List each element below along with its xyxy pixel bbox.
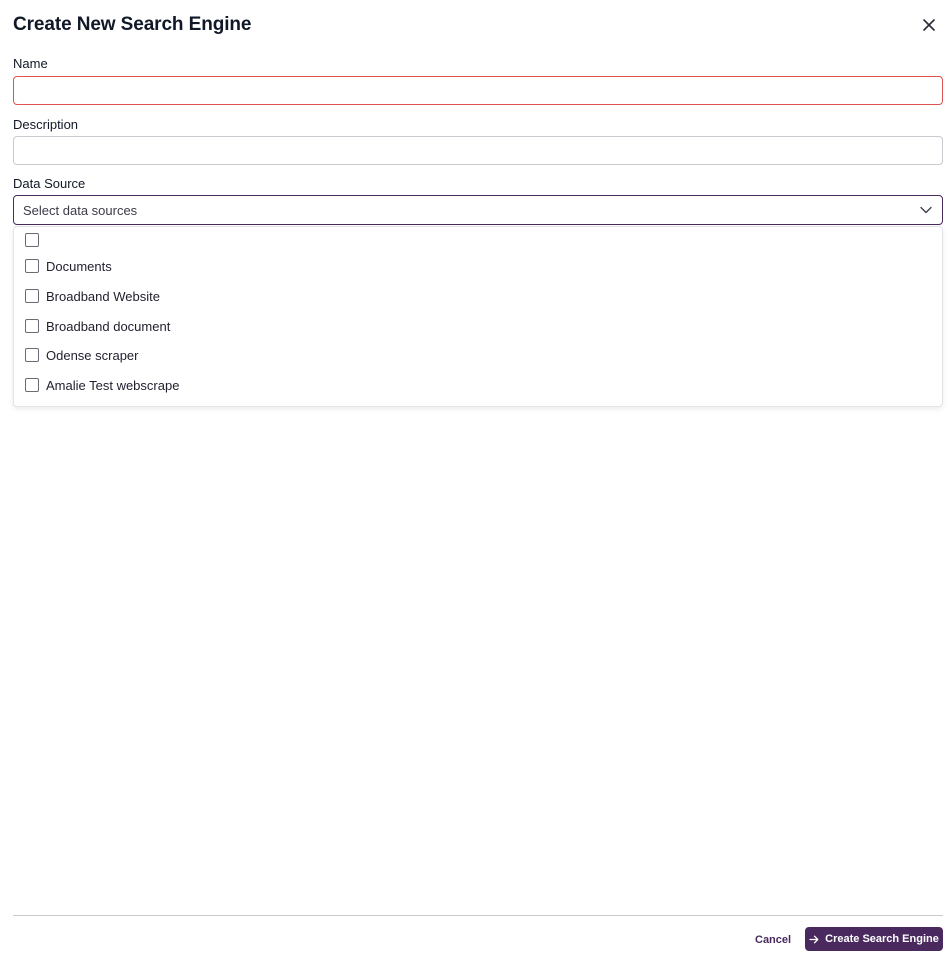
option-label: Broadband Website — [46, 288, 160, 304]
close-icon — [923, 18, 935, 36]
option-checkbox[interactable] — [25, 289, 39, 303]
data-source-select[interactable] — [13, 195, 943, 225]
option-checkbox[interactable] — [25, 378, 39, 392]
data-source-option-amalie-test-webscrape[interactable] — [25, 375, 179, 395]
option-checkbox[interactable] — [25, 259, 39, 273]
create-button-label: Create Search Engine — [825, 933, 939, 945]
option-label: Odense scraper — [46, 347, 139, 363]
close-button[interactable] — [919, 17, 939, 37]
data-source-option-broadband-document[interactable] — [25, 316, 170, 336]
data-source-option-broadband-website[interactable] — [25, 286, 160, 306]
option-checkbox[interactable] — [25, 348, 39, 362]
data-source-dropdown — [13, 226, 943, 407]
option-label: Amalie Test webscrape — [46, 377, 180, 393]
data-source-placeholder: Select data sources — [23, 202, 138, 218]
option-checkbox[interactable] — [25, 233, 39, 247]
data-source-option-odense-scraper[interactable] — [25, 345, 139, 365]
description-label: Description — [13, 117, 79, 132]
option-checkbox[interactable] — [25, 319, 39, 333]
footer-divider — [13, 915, 943, 916]
data-source-label: Data Source — [13, 176, 86, 191]
cancel-button[interactable]: Cancel — [750, 929, 796, 951]
name-input[interactable] — [13, 76, 943, 105]
option-label: Broadband document — [46, 318, 171, 334]
arrow-right-icon — [809, 935, 819, 944]
data-source-option-documents[interactable] — [25, 256, 112, 276]
data-source-option[interactable] — [25, 230, 46, 250]
name-label: Name — [13, 56, 48, 71]
dialog-title: Create New Search Engine — [13, 14, 252, 35]
create-search-engine-button[interactable] — [805, 927, 943, 951]
option-label: Documents — [46, 258, 112, 274]
chevron-down-icon — [919, 203, 933, 217]
description-input[interactable] — [13, 136, 943, 165]
